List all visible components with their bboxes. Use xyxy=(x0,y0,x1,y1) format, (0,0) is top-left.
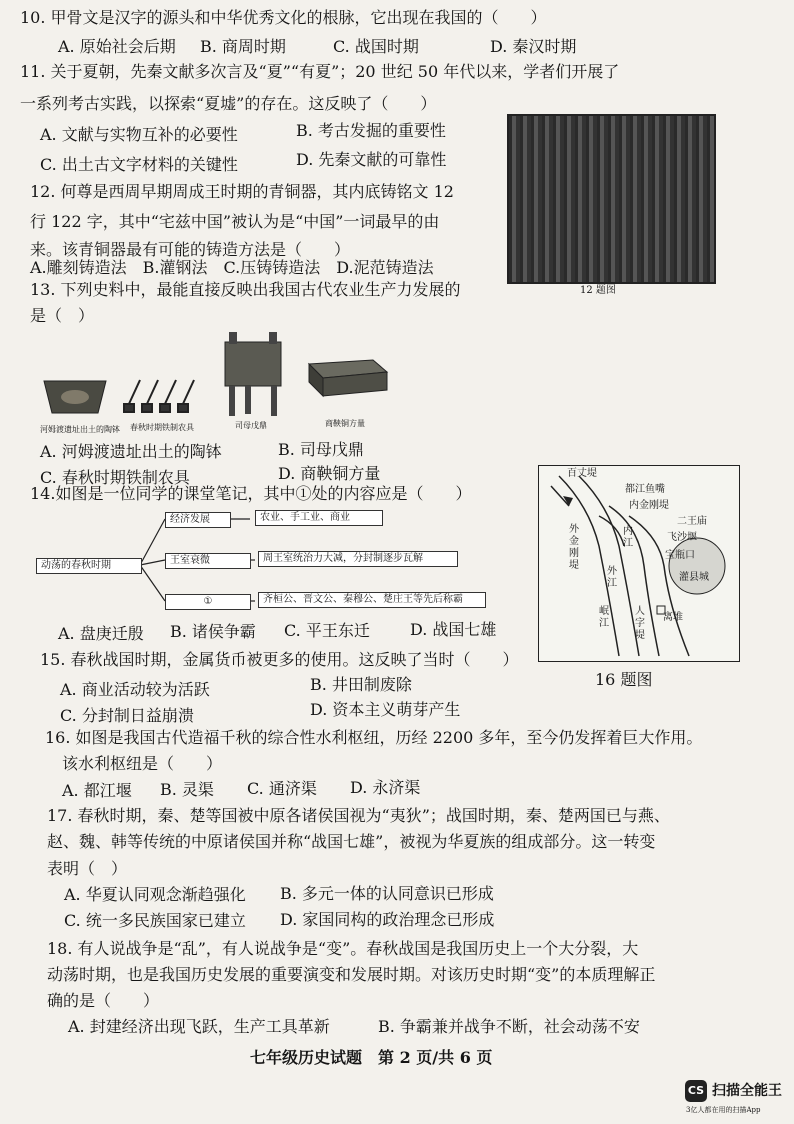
map-label-lidui: 离堆 xyxy=(663,612,683,623)
map-label-yuzui: 都江鱼嘴 xyxy=(625,484,665,495)
q17-option-c: C. 统一多民族国家已建立 xyxy=(64,911,246,930)
q11-option-b: B. 考古发掘的重要性 xyxy=(296,121,446,140)
q17-stem-line3: 表明（ ） xyxy=(47,859,128,878)
q13-option-d: D. 商鞅铜方量 xyxy=(278,464,381,483)
q16-option-c: C. 通济渠 xyxy=(247,779,317,798)
q14-branch-economy: 经济发展 xyxy=(165,512,231,528)
q11-option-a: A. 文献与实物互补的必要性 xyxy=(40,125,238,144)
q14-detail-economy: 农业、手工业、商业 xyxy=(255,510,383,526)
q11-option-c: C. 出土古文字材料的关键性 xyxy=(40,155,238,174)
q10-option-c: C. 战国时期 xyxy=(333,37,419,56)
map-label-erwangmiao: 二王庙 xyxy=(677,516,707,527)
q17-option-a: A. 华夏认同观念渐趋强化 xyxy=(64,885,246,904)
q13-option-b: B. 司母戊鼎 xyxy=(278,440,364,459)
map-label-waijingangdi: 外金刚堤 xyxy=(569,524,579,571)
q14-detail-hegemons: 齐桓公、晋文公、秦穆公、楚庄王等先后称霸 xyxy=(258,592,486,608)
q13-stem-line1: 13. 下列史料中，最能直接反映出我国古代农业生产力发展的 xyxy=(30,280,461,299)
map-label-minjiang: 岷江 xyxy=(599,606,609,629)
q15-stem: 15. 春秋战国时期，金属货币被更多的使用。这反映了当时（ ） xyxy=(40,650,519,669)
q18-stem-line1: 18. 有人说战争是“乱”，有人说战争是“变”。春秋战国是我国历史上一个大分裂，大 xyxy=(47,939,639,958)
simuwu-ding-image xyxy=(215,330,291,418)
camscanner-logo-icon: CS xyxy=(685,1080,707,1102)
q12-stem-line2: 行 122 字，其中“宅兹中国”被认为是“中国”一词最早的由 xyxy=(30,212,440,231)
map-label-guanxiancheng: 灌县城 xyxy=(679,572,709,583)
q12-stem-line1: 12. 何尊是西周早期周成王时期的青铜器，其内底铸铭文 12 xyxy=(30,182,454,201)
q13-img-caption-3: 司母戊鼎 xyxy=(235,421,267,430)
q10-option-d: D. 秦汉时期 xyxy=(490,37,577,56)
q12-stem-line3: 来。该青铜器最有可能的铸造方法是（ ） xyxy=(30,240,351,259)
q17-stem-line2: 赵、魏、韩等传统的中原诸侯国并称“战国七雄”，被视为华夏族的组成部分。这一转变 xyxy=(47,832,656,851)
q18-option-a: A. 封建经济出现飞跃，生产工具革新 xyxy=(68,1017,330,1036)
map16-caption: 16 题图 xyxy=(595,670,653,689)
q15-option-d: D. 资本主义萌芽产生 xyxy=(310,700,461,719)
map-label-waijiang: 外江 xyxy=(607,566,617,589)
q13-option-a: A. 河姆渡遗址出土的陶钵 xyxy=(40,442,222,461)
q13-stem-line2: 是（ ） xyxy=(30,306,95,325)
q16-option-b: B. 灵渠 xyxy=(160,780,214,799)
q11-option-d: D. 先秦文献的可靠性 xyxy=(296,150,447,169)
watermark-subtitle: 3亿人都在用的扫描App xyxy=(686,1106,761,1114)
q16-stem-line2: 该水利枢纽是（ ） xyxy=(62,754,223,773)
pottery-bowl-image xyxy=(40,375,110,417)
q14-detail-royal: 周王室统治力大减，分封制逐步瓦解 xyxy=(258,551,458,567)
map-label-feishayan: 飞沙堰 xyxy=(667,532,697,543)
dujiangyan-map xyxy=(538,465,740,662)
iron-tools-image xyxy=(118,370,204,416)
q18-stem-line3: 确的是（ ） xyxy=(47,991,160,1010)
map-label-baizhangdi: 百丈堤 xyxy=(567,468,597,479)
q15-option-b: B. 井田制废除 xyxy=(310,675,412,694)
q14-option-c: C. 平王东迁 xyxy=(284,621,370,640)
page-footer: 七年级历史试题 第 2 页/共 6 页 xyxy=(250,1048,493,1067)
q14-option-a: A. 盘庚迁殷 xyxy=(58,624,144,643)
shangyang-measure-image xyxy=(303,354,389,404)
q13-option-c: C. 春秋时期铁制农具 xyxy=(40,468,190,487)
q18-stem-line2: 动荡时期，也是我国历史发展的重要演变和发展时期。对该历史时期“变”的本质理解正 xyxy=(47,965,656,984)
map-label-neijiang: 内江 xyxy=(623,526,633,549)
q11-stem-line1: 11. 关于夏朝，先秦文献多次言及“夏”“有夏”；20 世纪 50 年代以来，学者们开展了 xyxy=(20,62,620,81)
q13-img-caption-1: 河姆渡遗址出土的陶钵 xyxy=(40,425,120,434)
q17-option-d: D. 家国同构的政治理念已形成 xyxy=(280,910,495,929)
q17-stem-line1: 17. 春秋时期，秦、楚等国被中原各诸侯国视为“夷狄”；战国时期，秦、楚两国已与燕、 xyxy=(47,806,670,825)
q14-stem: 14.如图是一位同学的课堂笔记，其中①处的内容应是（ ） xyxy=(30,484,472,503)
q17-option-b: B. 多元一体的认同意识已形成 xyxy=(280,884,494,903)
map-label-neijingangdi: 内金刚堤 xyxy=(629,500,669,511)
q10-stem: 10. 甲骨文是汉字的源头和中华优秀文化的根脉，它出现在我国的（ ） xyxy=(20,8,547,27)
q16-option-d: D. 永济渠 xyxy=(350,778,421,797)
q10-option-a: A. 原始社会后期 xyxy=(58,37,176,56)
q16-stem-line1: 16. 如图是我国古代造福千秋的综合性水利枢纽，历经 2200 多年，至今仍发挥着巨大作用。 xyxy=(45,728,703,747)
watermark-title: 扫描全能王 xyxy=(712,1083,782,1099)
q14-option-b: B. 诸侯争霸 xyxy=(170,622,256,641)
q14-branch-blank: ① xyxy=(165,594,251,610)
q14-option-d: D. 战国七雄 xyxy=(410,620,497,639)
q15-option-a: A. 商业活动较为活跃 xyxy=(60,680,210,699)
map-label-baopingkou: 宝瓶口 xyxy=(665,550,695,561)
q13-img-caption-4: 商鞅铜方量 xyxy=(325,419,365,428)
q15-option-c: C. 分封制日益崩溃 xyxy=(60,706,194,725)
q16-option-a: A. 都江堰 xyxy=(62,781,132,800)
map-label-renzidi: 人字堤 xyxy=(635,606,645,641)
q14-root-box: 动荡的春秋时期 xyxy=(36,558,142,574)
q18-option-b: B. 争霸兼并战争不断，社会动荡不安 xyxy=(378,1017,640,1036)
q14-branch-royal-decline: 王室衰微 xyxy=(165,553,251,569)
he-zun-inscription-photo xyxy=(507,114,716,284)
q11-stem-line2: 一系列考古实践，以探索“夏墟”的存在。这反映了（ ） xyxy=(20,94,437,113)
q12-options: A.雕刻铸造法 B.灌钢法 C.压铸铸造法 D.泥范铸造法 xyxy=(30,258,434,277)
q10-option-b: B. 商周时期 xyxy=(200,37,286,56)
q13-img-caption-2: 春秋时期铁制农具 xyxy=(130,423,194,432)
q12-figure-caption: 12 题图 xyxy=(580,285,616,296)
